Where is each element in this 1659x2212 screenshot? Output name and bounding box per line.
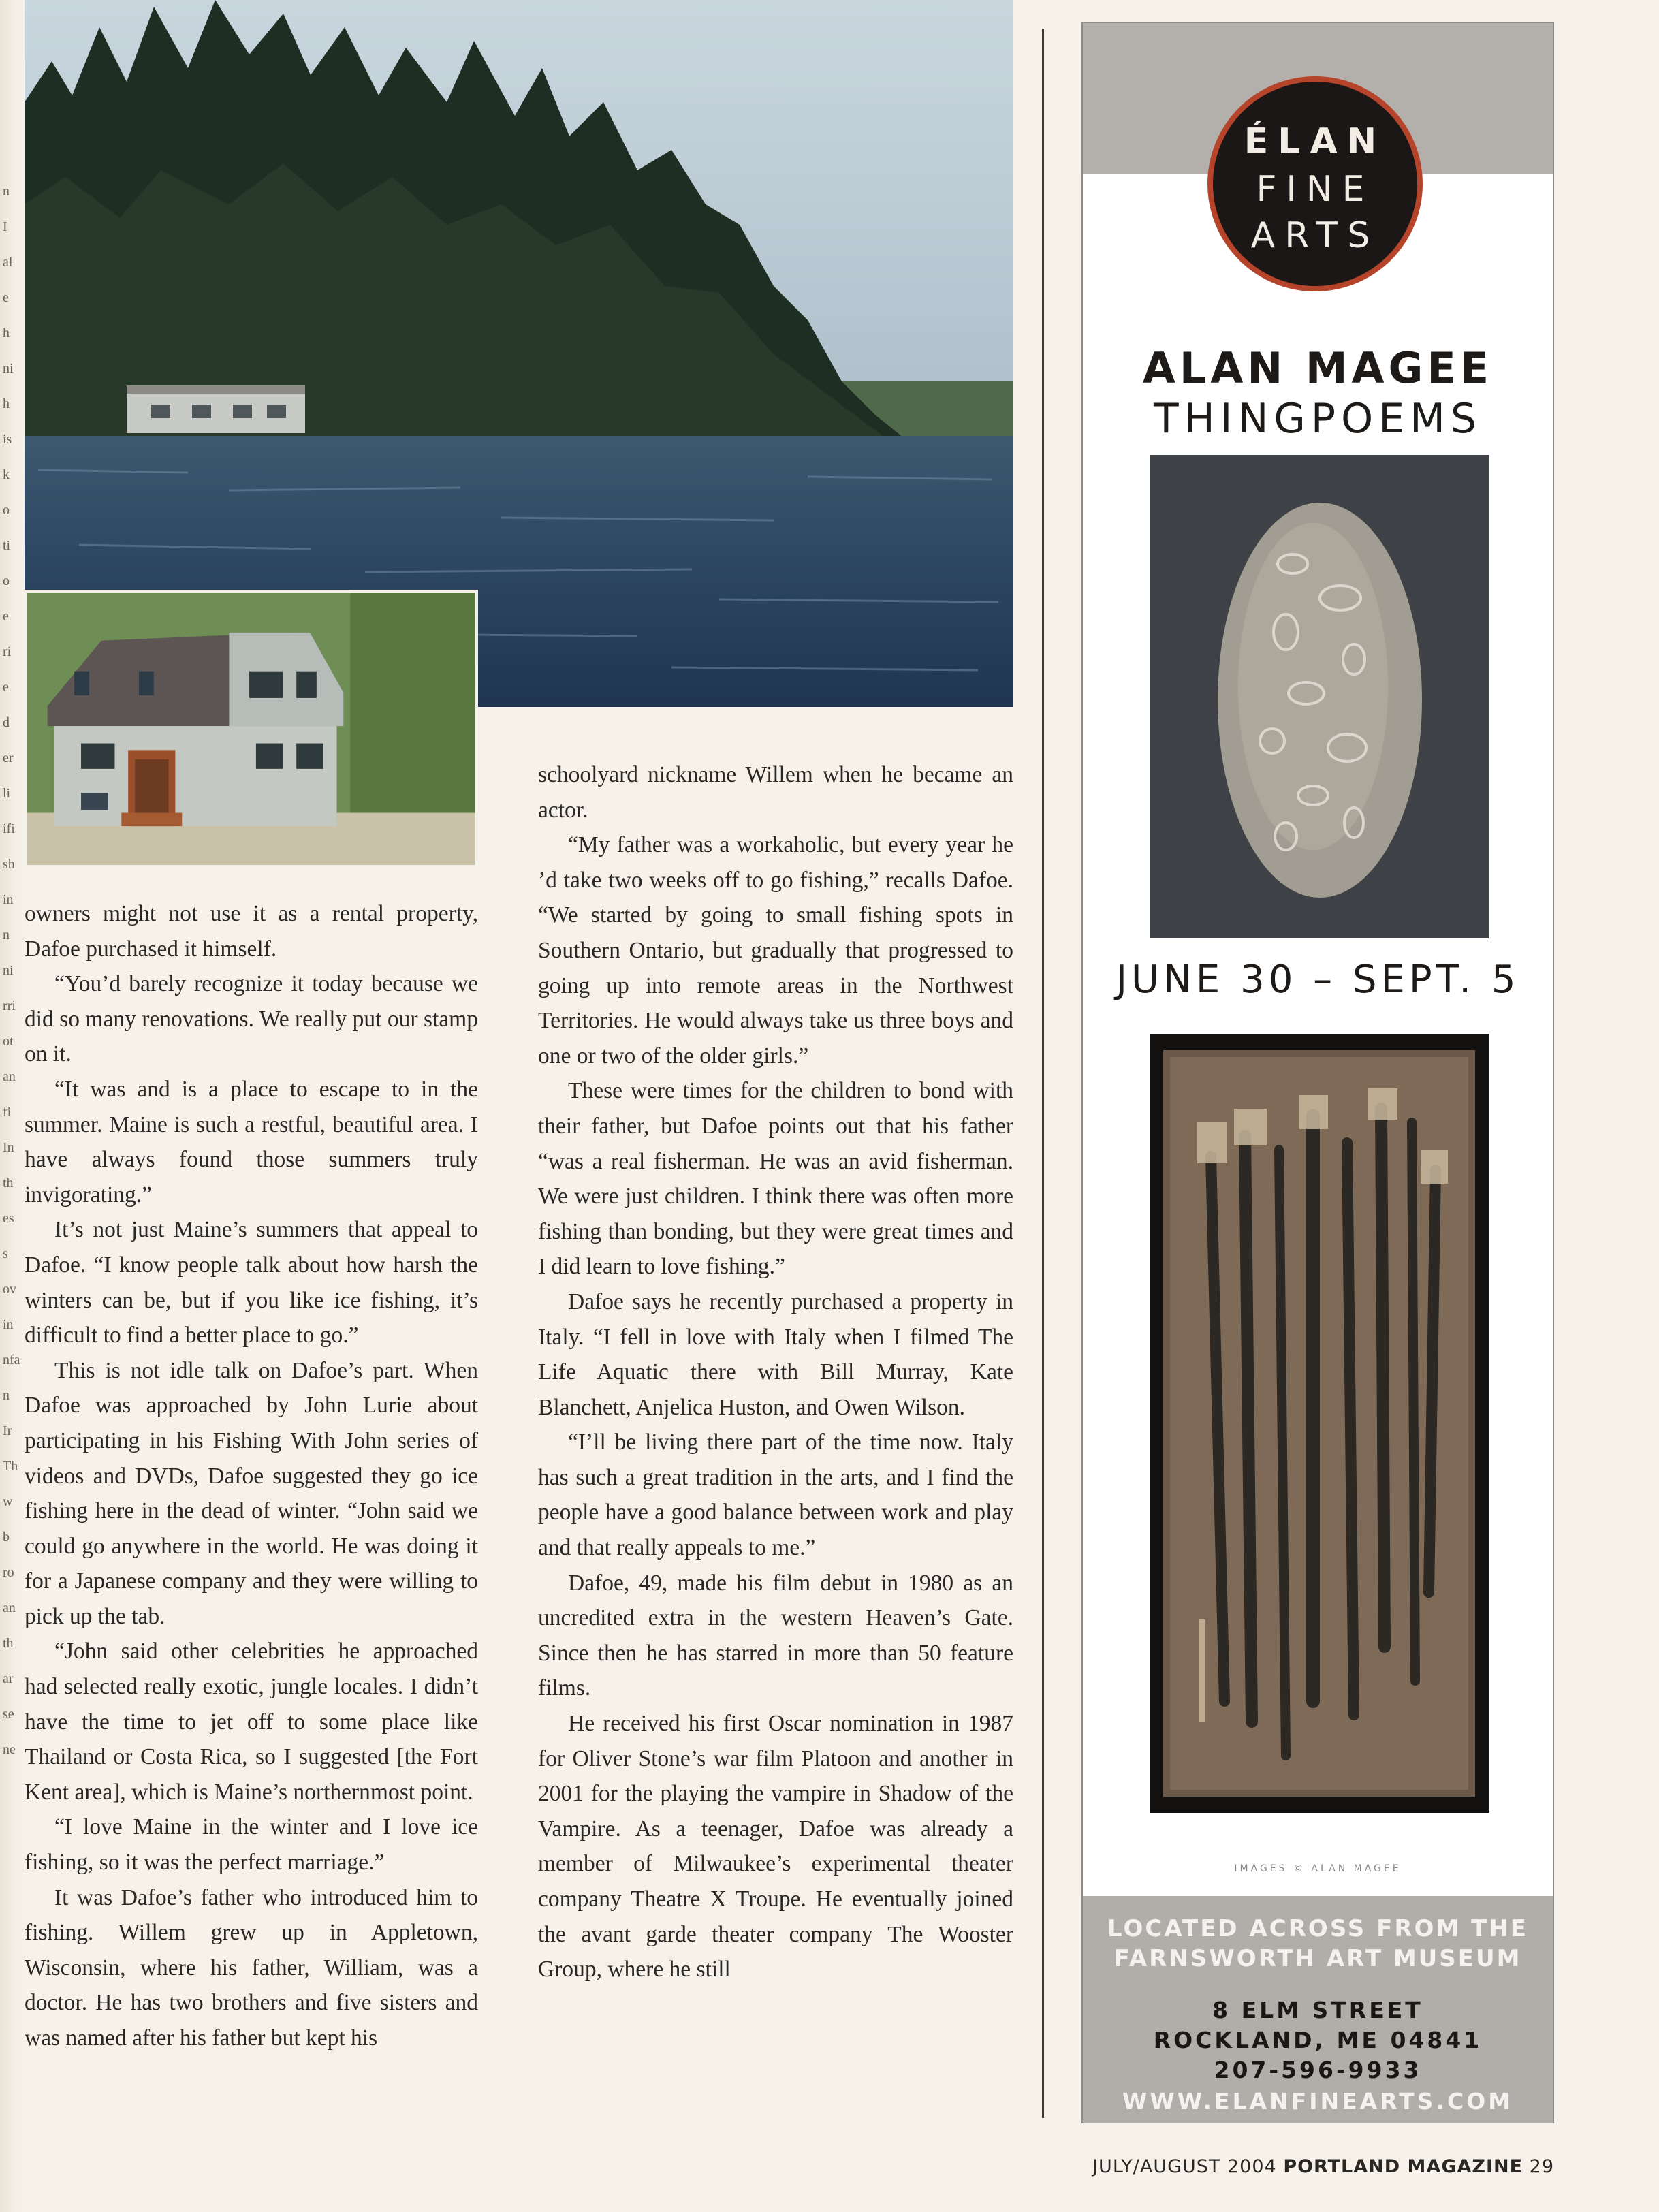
footer-issue: JULY/AUGUST 2004 (1092, 2156, 1277, 2177)
logo-line-2: FINE (1256, 169, 1374, 210)
gutter-text-fragment: rri (3, 998, 16, 1013)
article-paragraph: schoolyard nickname Willem when he became an actor. (538, 762, 1013, 823)
gutter-text-fragment: In (3, 1140, 14, 1155)
article-paragraph: “It was and is a place to escape to in the summer. Maine is such a restful, beautiful area. I have always found those summers truly invigorating.” (25, 1076, 478, 1207)
article-left-column (25, 896, 478, 2056)
gutter-text-fragment: h (3, 326, 10, 341)
gutter-text-fragment: ifi (3, 821, 15, 836)
article-paragraph: “John said other celebrities he approached had selected really exotic, jungle locales. I didn’t have the time to jet off to some place like Thailand or Costa Rica, so I suggested [the Fort Kent area], which is Maine’s northernmost point. (25, 1639, 478, 1805)
gutter-text-fragment: n (3, 184, 10, 199)
article-paragraph: It was Dafoe’s father who introduced him to fishing. Willem grew up in Appletown, Wisconsin, where his father, William, was a doctor. He has two brothers and five sisters and was named after his father but kept his (25, 1884, 478, 2051)
gutter-text-fragment: in (3, 892, 14, 907)
brushes-artwork-image (1150, 1034, 1489, 1813)
ad-exhibit-dates: JUNE 30 – SEPT. 5 (1116, 958, 1520, 1002)
article-paragraph: This is not idle talk on Dafoe’s part. When Dafoe was approached by John Lurie about participating in his Fishing With John series of videos and DVDs, Dafoe suggested they go ice fishing here in the dead of winter. “John said we could go anywhere in the world. He was doing it for a Japanese company and they were willing to pick up the tab. (25, 1357, 478, 1629)
gutter-text-fragment: e (3, 680, 9, 695)
ad-location (1083, 1914, 1553, 1974)
gutter-text-fragment: Ir (3, 1423, 12, 1438)
gutter-text-fragment: b (3, 1530, 10, 1545)
gutter-text-fragment: e (3, 290, 9, 305)
article-paragraph: He received his first Oscar nomination in 1987 for Oliver Stone’s war film Platoon and another in 2001 for the playing the vampire in Shadow of the Vampire. As a teenager, Dafoe was already a member of Milwaukee’s experimental theater company Theatre X Troupe. He eventually joined the avant garde theater company The Wooster Group, where he still (538, 1711, 1013, 1982)
stone-artwork-image (1150, 455, 1489, 938)
ad-city: ROCKLAND, ME 04841 (1153, 2027, 1483, 2053)
article-paragraph: owners might not use it as a rental property, Dafoe purchased it himself. (25, 901, 478, 962)
logo-line-1: ÉLAN (1244, 121, 1387, 162)
ad-phone: 207-596-9933 (1214, 2057, 1422, 2083)
gutter-text-fragment: k (3, 467, 10, 482)
gutter-text-fragment: Th (3, 1459, 18, 1474)
ad-image-credit: IMAGES © ALAN MAGEE (1234, 1863, 1402, 1874)
facing-page-gutter (0, 0, 25, 2212)
ad-location-line-1: LOCATED ACROSS FROM THE (1107, 1915, 1528, 1942)
gutter-text-fragment: es (3, 1211, 14, 1226)
article-paragraph: “My father was a workaholic, but every year he ’d take two weeks off to go fishing,” recalls Dafoe. “We started by going to small fishing spots in Southern Ontario, but gradually that progressed to going up into remote areas in the Northwest Territories. He would always take us three boys and one or two of the older girls.” (538, 832, 1013, 1069)
gutter-text-fragment: h (3, 396, 10, 411)
footer-magazine: PORTLAND MAGAZINE (1283, 2156, 1523, 2177)
gutter-text-fragment: ro (3, 1565, 14, 1580)
gutter-text-fragment: sh (3, 857, 15, 872)
ad-artist-name: ALAN MAGEE (1142, 343, 1494, 393)
gutter-text-fragment: fi (3, 1105, 12, 1120)
column-divider (1042, 29, 1044, 2118)
gutter-text-fragment: ne (3, 1742, 16, 1757)
ad-website: WWW.ELANFINEARTS.COM (1122, 2088, 1514, 2115)
article-paragraph: These were times for the children to bond with their father, but Dafoe points out that his father “was a real fisherman. He was an avid fisherman. We were just children. I think there was often more fishing than bonding, but they were great times and I did learn to love fishing.” (538, 1078, 1013, 1280)
article-paragraph: It’s not just Maine’s summers that appeal to Dafoe. “I know people talk about how harsh the winters can be, but if you like ice fishing, it’s difficult to find a better place to go.” (25, 1217, 478, 1348)
gutter-text-fragment: ov (3, 1282, 16, 1297)
article-paragraph: Dafoe, 49, made his film debut in 1980 as an uncredited extra in the western Heaven’s Gate. Since then he has starred in more than 50 feature films. (538, 1570, 1013, 1701)
gutter-text-fragment: in (3, 1317, 14, 1332)
ad-show-title: THINGPOEMS (1153, 395, 1482, 443)
article-paragraph: “I love Maine in the winter and I love ice fishing, so it was the perfect marriage.” (25, 1814, 478, 1876)
gutter-text-fragment: d (3, 715, 10, 730)
article-middle-column (538, 757, 1013, 1987)
gutter-text-fragment: s (3, 1246, 8, 1261)
elan-logo (1207, 76, 1423, 291)
article-paragraph: “I’ll be living there part of the time now. Italy has such a great tradition in the arts, and I find the people have a good balance between work and play and that really appeals to me.” (538, 1429, 1013, 1561)
gutter-text-fragment: e (3, 609, 9, 624)
gutter-text-fragment: o (3, 573, 10, 588)
gutter-text-fragment: ot (3, 1034, 14, 1049)
ad-contact-band (1083, 1896, 1553, 2123)
logo-line-3: ARTS (1250, 215, 1380, 256)
gutter-text-fragment: ni (3, 963, 14, 978)
ad-location-line-2: FARNSWORTH ART MUSEUM (1113, 1945, 1522, 1972)
gutter-text-fragment: I (3, 219, 7, 234)
gutter-text-fragment: ni (3, 361, 14, 376)
gutter-text-fragment: er (3, 750, 14, 765)
cottage-photo (25, 590, 478, 868)
gutter-text-fragment: an (3, 1069, 16, 1084)
ad-street: 8 ELM STREET (1212, 1997, 1423, 2023)
gutter-text-fragment: th (3, 1636, 14, 1651)
gutter-text-fragment: n (3, 928, 10, 943)
gutter-text-fragment: ar (3, 1671, 14, 1686)
gutter-text-fragment: w (3, 1494, 13, 1509)
elan-fine-arts-ad (1081, 22, 1554, 2123)
gutter-text-fragment: li (3, 786, 11, 801)
gutter-text-fragment: ri (3, 644, 12, 659)
gutter-text-fragment: o (3, 503, 10, 518)
ad-address (1083, 1995, 1553, 2085)
gutter-text-fragment: al (3, 255, 13, 270)
gutter-text-fragment: n (3, 1388, 10, 1403)
gutter-text-fragment: ti (3, 538, 11, 553)
gutter-text-fragment: nfa (3, 1353, 20, 1368)
gutter-text-fragment: an (3, 1600, 16, 1615)
gutter-text-fragment: is (3, 432, 12, 447)
page-footer (1092, 2156, 1554, 2177)
gutter-text-fragment: th (3, 1175, 14, 1190)
article-paragraph: “You’d barely recognize it today because we did so many renovations. We really put our stamp on it. (25, 971, 478, 1067)
article-paragraph: Dafoe says he recently purchased a property in Italy. “I fell in love with Italy when I filmed The Life Aquatic there with Bill Murray, Kate Blanchett, Anjelica Huston, and Owen Wilson. (538, 1289, 1013, 1420)
gutter-text-fragment: se (3, 1707, 14, 1722)
footer-page-number: 29 (1529, 2156, 1554, 2177)
